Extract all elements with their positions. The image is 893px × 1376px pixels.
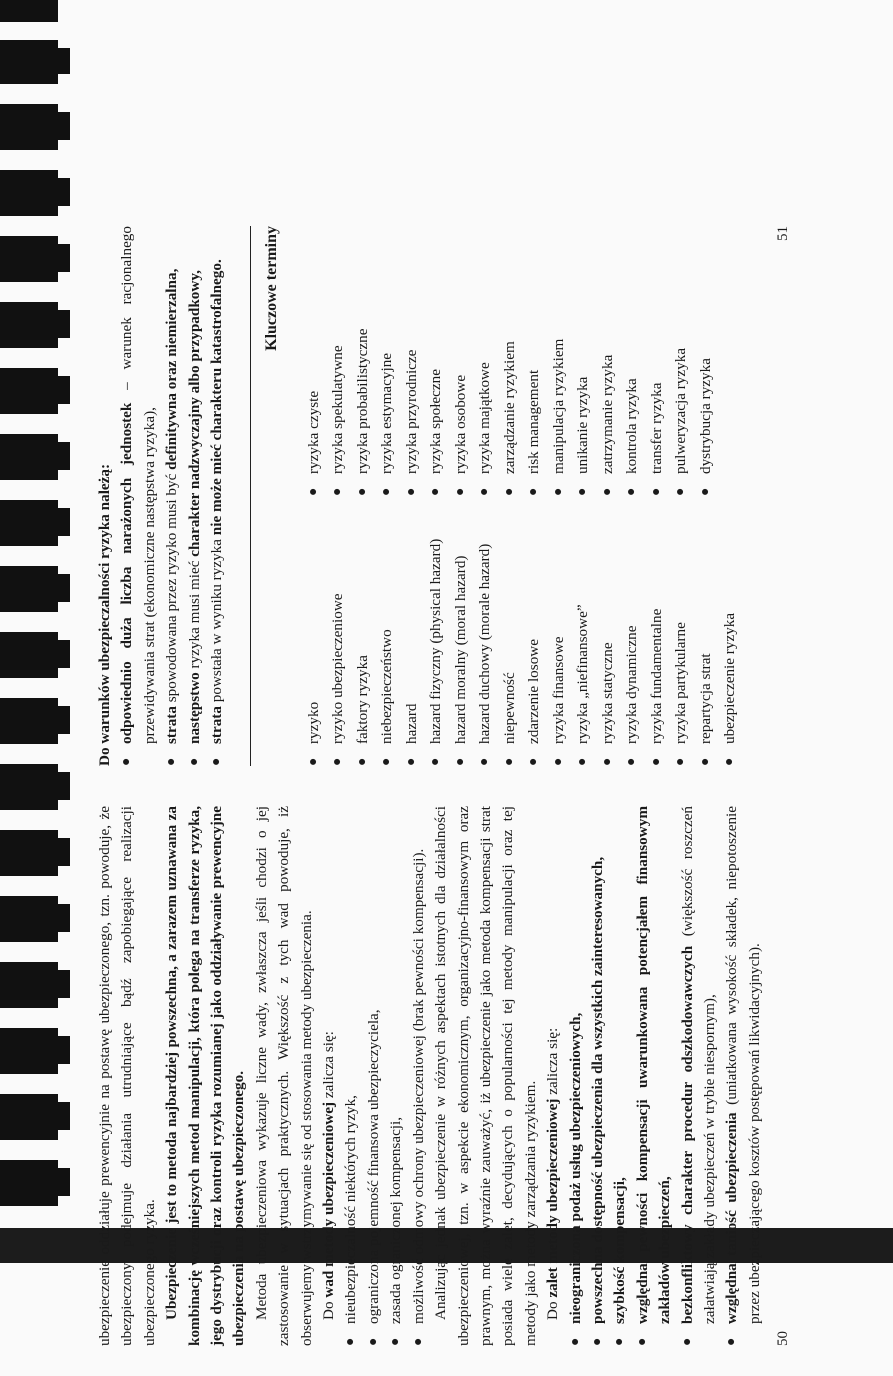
key-term: ● ryzyka estymacyjne — [375, 226, 400, 496]
wady-heading: Do wad metody ubezpieczeniowej zalicza się: — [320, 1031, 338, 1320]
paragraph: Analizując jednak ubezpieczenie w różnych aspektach istotnych dla działalności ubezpieczeniowej, tzn. w aspekcie ekonomicznym, organizacyjno-finansowym oraz prawnym, można wyraźnie zauważyć, iż ubezpieczenie jako metoda kompensacji strat posiada wiele zalet, decydujących o popularności tej metody manipulacji oraz tej metody jako metody zarządzania ryzykiem. — [432, 806, 539, 1346]
list-item: ● szybkość kompensacji, — [609, 806, 631, 1346]
key-term: ● zatrzymanie ryzyka — [596, 226, 621, 496]
wady-list — [340, 806, 430, 1346]
list-item: ● odpowiednio duża liczba narażonych jednostek – warunek racjonalnego przewidywania strat (ekonomiczne następstwa ryzyka), — [116, 226, 161, 766]
right-page — [94, 226, 794, 766]
left-page — [94, 806, 794, 1346]
key-terms-column-1 — [302, 496, 743, 766]
list-item: ● następstwo ryzyka musi mieć charakter nadzwyczajny albo przypadkowy, — [184, 226, 206, 766]
key-term: ● ryzyka „niefinansowe” — [571, 496, 596, 766]
list-item: ● powszechna dostępność ubezpieczenia dla wszystkich zainteresowanych, — [587, 806, 609, 1346]
definition-paragraph: Ubezpieczenie jest to metoda najbardziej powszechna, a zarazem uznawana za kombinację wcześniejszych metod manipulacji, która polega na transferze ryzyka, jego dystrybucji oraz kontroli ryzyka rozumianej jako oddziaływanie prewencyjne ubezpieczenia na postawę ubezpieczonego. — [163, 806, 248, 1346]
key-term: ● hazard — [400, 496, 425, 766]
key-term: ● pulweryzacja ryzyka — [669, 226, 694, 496]
list-item: ● ograniczona pojemność finansowa ubezpieczyciela, — [363, 806, 385, 1346]
key-term: ● ryzyka czyste — [302, 226, 327, 496]
key-term: ● ryzyka spekulatywne — [326, 226, 351, 496]
key-term: ● ryzyko — [302, 496, 327, 766]
key-term: ● unikanie ryzyka — [571, 226, 596, 496]
key-term: ● transfer ryzyka — [645, 226, 670, 496]
book-spread — [94, 216, 814, 1376]
page-number: 50 — [774, 1331, 791, 1346]
key-term: ● hazard moralny (moral hazard) — [449, 496, 474, 766]
key-term: ● ryzyka statyczne — [596, 496, 621, 766]
key-term: ● ryzyka przyrodnicze — [400, 226, 425, 496]
list-item: ● strata spowodowana przez ryzyko musi być definitywna oraz niemierzalna, — [161, 226, 183, 766]
key-term: ● hazard fizyczny (physical hazard) — [424, 496, 449, 766]
list-item: ● możliwość odmowy ochrony ubezpieczeniowej (brak pewności kompensacji). — [408, 806, 430, 1346]
key-term: ● zdarzenie losowe — [522, 496, 547, 766]
key-term: ● kontrola ryzyka — [620, 226, 645, 496]
key-term: ● hazard duchowy (morale hazard) — [473, 496, 498, 766]
list-item: ● nieubezpieczalność niektórych ryzyk, — [340, 806, 362, 1346]
key-terms-column-2 — [302, 226, 743, 496]
key-term: ● manipulacja ryzykiem — [547, 226, 572, 496]
zalety-heading: Do zalet metody ubezpieczeniowej zalicza się: — [544, 1027, 562, 1320]
paragraph: ubezpieczenie oddziałuje prewencyjnie na postawę ubezpieczonego, tzn. powoduje, że ubezpieczony podejmuje działania utrudniające bądź zapobiegające realizacji ubezpieczonego ryzyka. — [96, 806, 158, 1346]
key-term: ● ryzyko ubezpieczeniowe — [326, 496, 351, 766]
key-term: ● ryzyka fundamentalne — [645, 496, 670, 766]
key-term: ● niebezpieczeństwo — [375, 496, 400, 766]
key-term: ● ryzyka probabilistyczne — [351, 226, 376, 496]
key-term: ● ryzyka majątkowe — [473, 226, 498, 496]
key-term: ● niepewność — [498, 496, 523, 766]
key-term: ● zarządzanie ryzykiem — [498, 226, 523, 496]
key-term: ● ubezpieczenie ryzyka — [718, 496, 743, 766]
key-term: ● ryzyka osobowe — [449, 226, 474, 496]
key-term: ● ryzyka partykularne — [669, 496, 694, 766]
list-item: ● względna taniość ubezpieczenia (uniatkowana wysokość składek, niepotoszenie przez ubezpieczającego kosztów postępowań likwidacyjnych). — [721, 806, 766, 1346]
list-item: ● strata powstała w wyniku ryzyka nie może mieć charakteru katastrofalnego. — [206, 226, 228, 766]
key-term: ● faktory ryzyka — [351, 496, 376, 766]
key-term: ● ryzyka dynamiczne — [620, 496, 645, 766]
list-item: ● względna pewności kompensacji uwarunkowana potencjałem finansowym zakładów ubezpieczeń, — [632, 806, 677, 1346]
key-terms-title: Kluczowe terminy — [250, 226, 283, 766]
key-term: ● dystrybucja ryzyka — [694, 226, 719, 496]
key-term: ● ryzyka finansowe — [547, 496, 572, 766]
warunki-heading: Do warunków ubezpieczalności ryzyka należą: — [96, 463, 113, 766]
key-term: ● repartycja strat — [694, 496, 719, 766]
list-item: ● zasada ograniczonej kompensacji, — [385, 806, 407, 1346]
key-term: ● ryzyka społeczne — [424, 226, 449, 496]
zalety-list — [565, 806, 767, 1346]
paragraph: Metoda ubezpieczeniowa wykazuje liczne wady, zwłaszcza jeśli chodzi o jej zastosowanie w sytuacjach praktycznych. Większość z tych wad powoduje, iż obserwujemy wstrzymywanie się od stosowania metody ubezpieczenia. — [252, 806, 315, 1346]
list-item: ● bezkonfliktowy charakter procedur odszkodowawczych (większość roszczeń załatwiają zakłady ubezpieczeń w trybie niespornym), — [677, 806, 722, 1346]
key-terms — [302, 226, 743, 766]
key-term: ● risk management — [522, 226, 547, 496]
page-number: 51 — [774, 226, 791, 241]
warunki-list — [116, 226, 228, 766]
binding-edge — [0, 0, 70, 1220]
list-item: ● nieograniczona podaż usług ubezpieczeniowych, — [565, 806, 587, 1346]
